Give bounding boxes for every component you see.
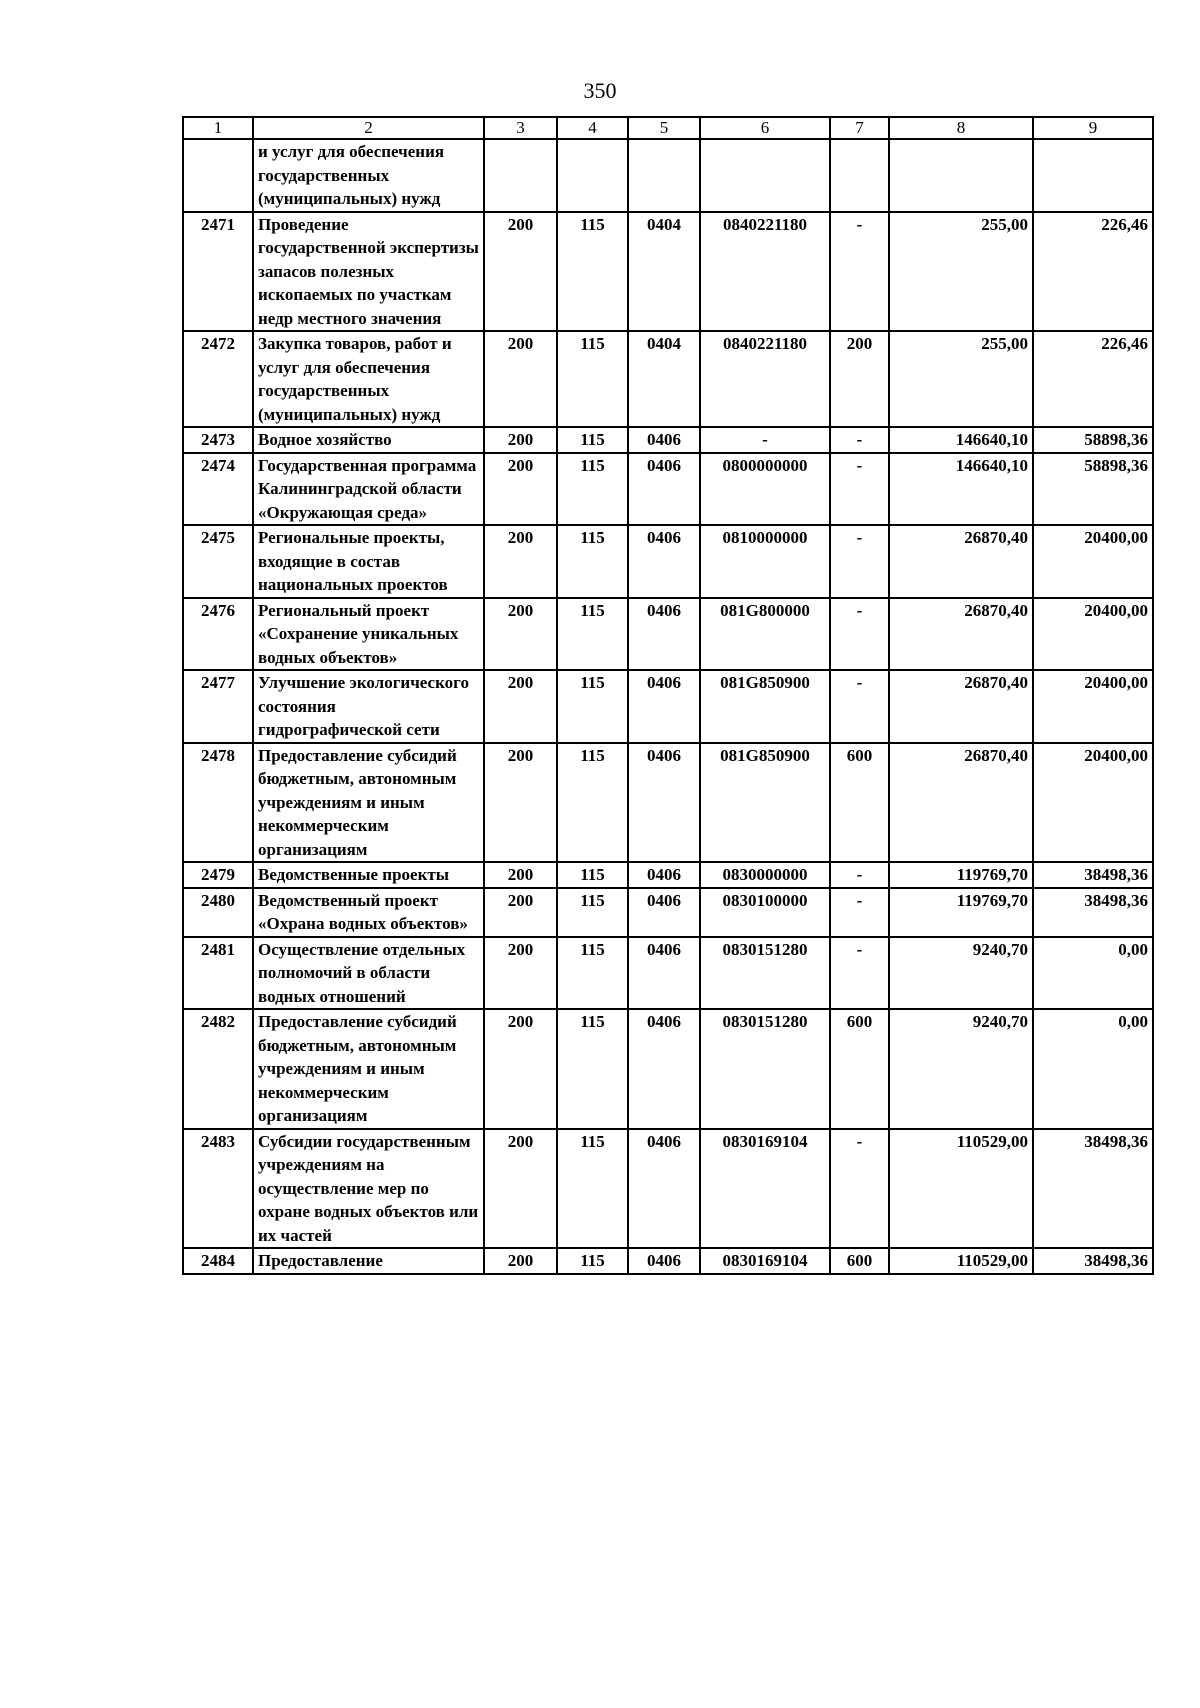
table-row [183,525,1153,598]
expense-type-cell: - [830,453,889,526]
section-code-cell: 0406 [628,525,700,598]
target-article-cell: 0810000000 [700,525,830,598]
table-row [183,670,1153,743]
department-code-cell: 115 [557,1009,628,1129]
amount-cell: 110529,00 [889,1129,1033,1249]
row-number-cell: 2473 [183,427,253,453]
table-row [183,1248,1153,1274]
row-number-cell: 2471 [183,212,253,332]
row-number-cell: 2476 [183,598,253,671]
row-number-cell: 2472 [183,331,253,427]
amount-cell: 26870,40 [889,670,1033,743]
section-code-cell: 0406 [628,1129,700,1249]
amount-cell: 9240,70 [889,1009,1033,1129]
ministry-code-cell: 200 [484,427,557,453]
target-article-cell: 0830100000 [700,888,830,937]
department-code-cell: 115 [557,525,628,598]
row-name-cell: Закупка товаров, работ и услуг для обеспечения государственных (муниципальных) нужд [253,331,484,427]
ministry-code-cell: 200 [484,862,557,888]
target-article-cell: 081G850900 [700,670,830,743]
expense-type-cell: - [830,862,889,888]
row-number-cell: 2483 [183,1129,253,1249]
section-code-cell: 0406 [628,1248,700,1274]
ministry-code-cell: 200 [484,670,557,743]
section-code-cell: 0406 [628,862,700,888]
row-number-cell: 2474 [183,453,253,526]
col-header: 9 [1033,117,1153,139]
row-name-cell: Проведение государственной экспертизы запасов полезных ископаемых по участкам недр местного значения [253,212,484,332]
row-name-cell: Предоставление [253,1248,484,1274]
row-name-cell: и услуг для обеспечения государственных (муниципальных) нужд [253,139,484,212]
amount-executed-cell: 20400,00 [1033,525,1153,598]
table-row [183,1009,1153,1129]
col-header: 3 [484,117,557,139]
row-number-cell: 2480 [183,888,253,937]
amount-executed-cell: 20400,00 [1033,743,1153,863]
expense-type-cell: - [830,888,889,937]
table-row [183,862,1153,888]
ministry-code-cell: 200 [484,598,557,671]
section-code-cell: 0406 [628,743,700,863]
expense-type-cell: - [830,525,889,598]
amount-executed-cell: 38498,36 [1033,1248,1153,1274]
department-code-cell: 115 [557,743,628,863]
department-code-cell: 115 [557,862,628,888]
amount-executed-cell: 20400,00 [1033,670,1153,743]
row-name-cell: Улучшение экологического состояния гидрографической сети [253,670,484,743]
table-row [183,139,1153,212]
amount-cell [889,139,1033,212]
expense-type-cell: 600 [830,1248,889,1274]
row-name-cell: Водное хозяйство [253,427,484,453]
amount-executed-cell: 58898,36 [1033,427,1153,453]
section-code-cell [628,139,700,212]
target-article-cell: 0840221180 [700,212,830,332]
budget-table [182,116,1154,1275]
ministry-code-cell: 200 [484,331,557,427]
target-article-cell: 0830151280 [700,1009,830,1129]
amount-executed-cell: 0,00 [1033,1009,1153,1129]
amount-executed-cell: 226,46 [1033,331,1153,427]
expense-type-cell: - [830,427,889,453]
amount-executed-cell: 38498,36 [1033,862,1153,888]
amount-executed-cell: 58898,36 [1033,453,1153,526]
row-name-cell: Ведомственные проекты [253,862,484,888]
target-article-cell [700,139,830,212]
expense-type-cell: 600 [830,743,889,863]
table-row [183,427,1153,453]
amount-executed-cell [1033,139,1153,212]
page-number: 350 [583,78,617,103]
table-row [183,1129,1153,1249]
amount-cell: 110529,00 [889,1248,1033,1274]
department-code-cell: 115 [557,888,628,937]
department-code-cell: 115 [557,937,628,1010]
table-row [183,453,1153,526]
ministry-code-cell: 200 [484,212,557,332]
department-code-cell: 115 [557,598,628,671]
table-row [183,743,1153,863]
expense-type-cell: - [830,937,889,1010]
ministry-code-cell [484,139,557,212]
ministry-code-cell: 200 [484,1248,557,1274]
row-number-cell: 2478 [183,743,253,863]
col-header: 2 [253,117,484,139]
row-name-cell: Предоставление субсидий бюджетным, автономным учреждениям и иным некоммерческим организациям [253,1009,484,1129]
section-code-cell: 0406 [628,427,700,453]
ministry-code-cell: 200 [484,743,557,863]
amount-cell: 9240,70 [889,937,1033,1010]
ministry-code-cell: 200 [484,888,557,937]
department-code-cell: 115 [557,1248,628,1274]
row-number-cell: 2479 [183,862,253,888]
amount-executed-cell: 0,00 [1033,937,1153,1010]
row-name-cell: Субсидии государственным учреждениям на осуществление мер по охране водных объектов или их частей [253,1129,484,1249]
col-header: 7 [830,117,889,139]
table-row [183,212,1153,332]
expense-type-cell: - [830,212,889,332]
row-number-cell: 2482 [183,1009,253,1129]
expense-type-cell: 200 [830,331,889,427]
row-number-cell: 2484 [183,1248,253,1274]
col-header: 4 [557,117,628,139]
table-row [183,331,1153,427]
row-name-cell: Государственная программа Калининградской области «Окружающая среда» [253,453,484,526]
ministry-code-cell: 200 [484,1129,557,1249]
amount-executed-cell: 226,46 [1033,212,1153,332]
department-code-cell: 115 [557,1129,628,1249]
row-number-cell [183,139,253,212]
section-code-cell: 0406 [628,937,700,1010]
expense-type-cell: - [830,670,889,743]
table-row [183,937,1153,1010]
section-code-cell: 0406 [628,888,700,937]
amount-cell: 146640,10 [889,453,1033,526]
ministry-code-cell: 200 [484,1009,557,1129]
section-code-cell: 0406 [628,598,700,671]
expense-type-cell: 600 [830,1009,889,1129]
amount-cell: 26870,40 [889,743,1033,863]
amount-cell: 255,00 [889,331,1033,427]
section-code-cell: 0406 [628,670,700,743]
department-code-cell [557,139,628,212]
amount-cell: 146640,10 [889,427,1033,453]
table-row [183,888,1153,937]
row-name-cell: Предоставление субсидий бюджетным, автономным учреждениям и иным некоммерческим организациям [253,743,484,863]
amount-cell: 255,00 [889,212,1033,332]
amount-cell: 26870,40 [889,598,1033,671]
target-article-cell: 0830000000 [700,862,830,888]
department-code-cell: 115 [557,670,628,743]
amount-executed-cell: 38498,36 [1033,888,1153,937]
department-code-cell: 115 [557,453,628,526]
row-number-cell: 2475 [183,525,253,598]
target-article-cell: 0830151280 [700,937,830,1010]
target-article-cell: 0830169104 [700,1129,830,1249]
section-code-cell: 0406 [628,453,700,526]
ministry-code-cell: 200 [484,453,557,526]
section-code-cell: 0404 [628,331,700,427]
target-article-cell: 081G800000 [700,598,830,671]
amount-executed-cell: 38498,36 [1033,1129,1153,1249]
department-code-cell: 115 [557,331,628,427]
section-code-cell: 0406 [628,1009,700,1129]
table-header-row [183,117,1153,139]
row-name-cell: Ведомственный проект «Охрана водных объектов» [253,888,484,937]
amount-cell: 26870,40 [889,525,1033,598]
target-article-cell: 0830169104 [700,1248,830,1274]
section-code-cell: 0404 [628,212,700,332]
row-number-cell: 2481 [183,937,253,1010]
target-article-cell: 081G850900 [700,743,830,863]
row-name-cell: Осуществление отдельных полномочий в области водных отношений [253,937,484,1010]
amount-cell: 119769,70 [889,862,1033,888]
row-number-cell: 2477 [183,670,253,743]
amount-executed-cell: 20400,00 [1033,598,1153,671]
expense-type-cell [830,139,889,212]
ministry-code-cell: 200 [484,937,557,1010]
row-name-cell: Региональные проекты, входящие в состав национальных проектов [253,525,484,598]
department-code-cell: 115 [557,427,628,453]
target-article-cell: 0800000000 [700,453,830,526]
target-article-cell: - [700,427,830,453]
col-header: 1 [183,117,253,139]
table-row [183,598,1153,671]
col-header: 5 [628,117,700,139]
amount-cell: 119769,70 [889,888,1033,937]
col-header: 6 [700,117,830,139]
department-code-cell: 115 [557,212,628,332]
col-header: 8 [889,117,1033,139]
target-article-cell: 0840221180 [700,331,830,427]
expense-type-cell: - [830,598,889,671]
row-name-cell: Региональный проект «Сохранение уникальных водных объектов» [253,598,484,671]
table-body [183,139,1153,1274]
ministry-code-cell: 200 [484,525,557,598]
expense-type-cell: - [830,1129,889,1249]
